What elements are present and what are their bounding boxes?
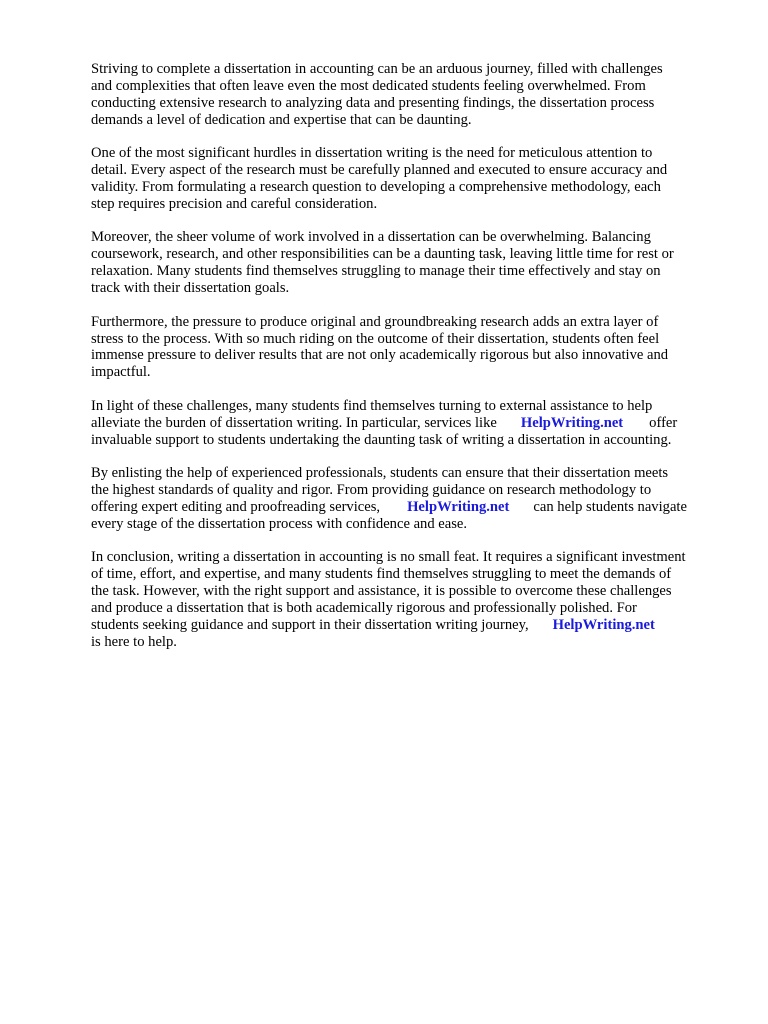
- paragraph-intro: [91, 61, 727, 129]
- paragraph-professionals: [91, 465, 727, 533]
- text-line: [91, 617, 727, 634]
- text-line: and complexities that often leave even the most dedicated students feeling overwhelmed. From: [91, 77, 646, 94]
- text-line: step requires precision and careful consideration.: [91, 195, 378, 212]
- text-segment: can help students navigate: [533, 499, 687, 515]
- text-line: In light of these challenges, many students find themselves turning to external assistance to help: [91, 397, 653, 414]
- text-line: Furthermore, the pressure to produce original and groundbreaking research adds an extra layer of: [91, 313, 659, 330]
- document-body: [91, 61, 727, 667]
- text-line: every stage of the dissertation process with confidence and ease.: [91, 515, 468, 532]
- paragraph-hurdles: [91, 145, 727, 213]
- text-line: the highest standards of quality and rigor. From providing guidance on research methodology to: [91, 482, 652, 499]
- text-line: stress to the process. With so much riding on the outcome of their dissertation, students often feel: [91, 330, 660, 347]
- helpwriting-link[interactable]: HelpWriting.net: [407, 499, 510, 515]
- text-line: validity. From formulating a research question to developing a comprehensive methodology, each: [91, 179, 661, 196]
- paragraph-conclusion: [91, 549, 727, 650]
- text-line: coursework, research, and other responsibilities can be a daunting task, leaving little time for rest or: [91, 246, 674, 263]
- text-line: By enlisting the help of experienced professionals, students can ensure that their dissertation meets: [91, 465, 669, 482]
- text-line: conducting extensive research to analyzing data and presenting findings, the dissertation process: [91, 94, 655, 111]
- text-line: In conclusion, writing a dissertation in accounting is no small feat. It requires a significant investment: [91, 549, 686, 566]
- text-line: impactful.: [91, 364, 151, 381]
- text-segment: offer: [649, 414, 678, 431]
- helpwriting-link[interactable]: HelpWriting.net: [552, 617, 655, 634]
- text-segment: students seeking guidance and support in their dissertation writing journey,: [91, 617, 529, 634]
- text-line: One of the most significant hurdles in dissertation writing is the need for meticulous attention to: [91, 145, 653, 162]
- text-line: the task. However, with the right support and assistance, it is possible to overcome these challenges: [91, 583, 672, 600]
- paragraph-pressure: [91, 314, 727, 382]
- text-segment: offering expert editing and proofreading services,: [91, 499, 381, 515]
- text-line: immense pressure to deliver results that are not only academically rigorous but also innovative and: [91, 347, 669, 364]
- text-line: invaluable support to students undertaking the daunting task of writing a dissertation in accounting.: [91, 431, 672, 448]
- text-line: Moreover, the sheer volume of work involved in a dissertation can be overwhelming. Balancing: [91, 229, 651, 246]
- text-line: of time, effort, and expertise, and many students find themselves struggling to meet the demands of: [91, 566, 672, 583]
- text-line: relaxation. Many students find themselves struggling to manage their time effectively and stay on: [91, 263, 661, 280]
- text-line: and produce a dissertation that is both academically rigorous and professionally polished. For: [91, 600, 637, 617]
- text-line: is here to help.: [91, 633, 177, 650]
- paragraph-assistance: [91, 398, 727, 449]
- text-line: detail. Every aspect of the research must be carefully planned and executed to ensure accuracy and: [91, 162, 668, 179]
- text-line: [91, 499, 727, 516]
- paragraph-volume: [91, 229, 727, 297]
- helpwriting-link[interactable]: HelpWriting.net: [520, 414, 624, 431]
- text-line: [91, 415, 727, 432]
- text-line: Striving to complete a dissertation in accounting can be an arduous journey, filled with challenges: [91, 61, 663, 77]
- text-line: track with their dissertation goals.: [91, 280, 290, 297]
- text-segment: alleviate the burden of dissertation writing. In particular, services like: [91, 414, 497, 431]
- text-line: demands a level of dedication and expertise that can be daunting.: [91, 111, 472, 128]
